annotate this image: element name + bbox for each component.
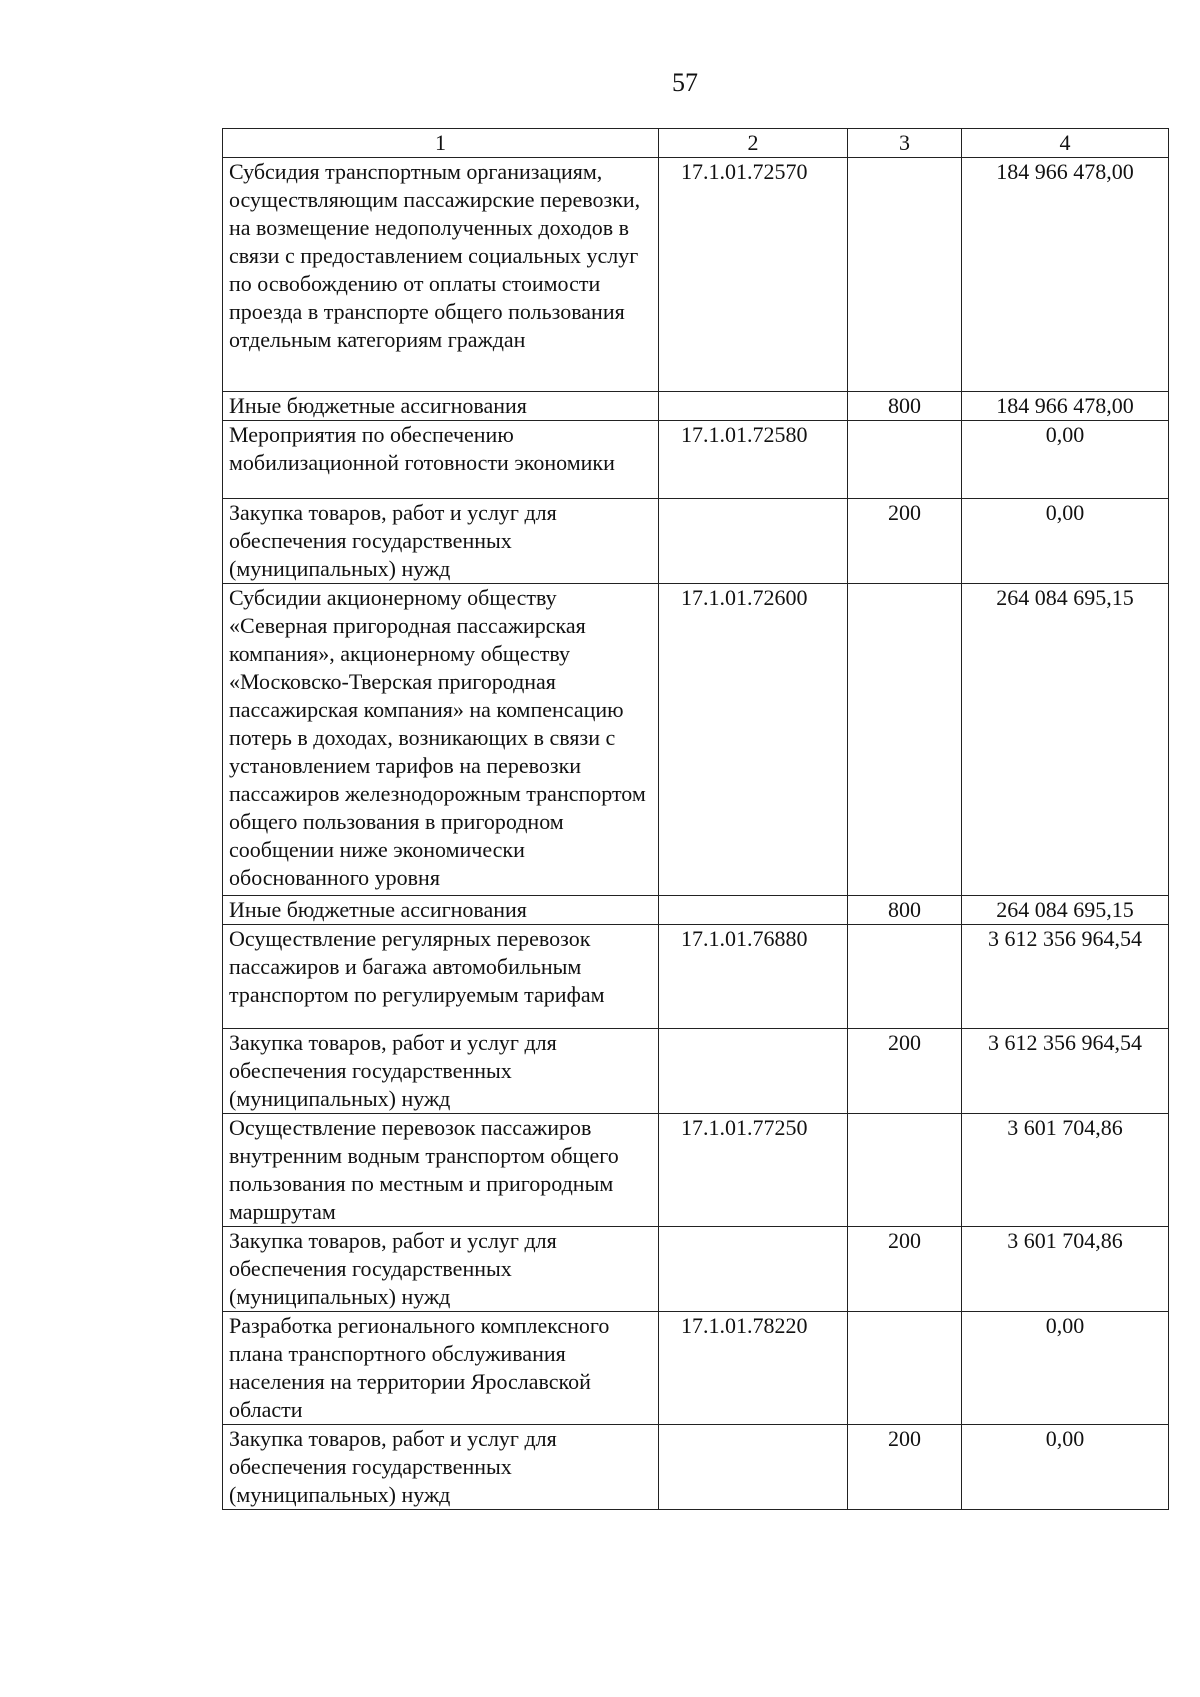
row-code-cell: 17.1.01.72600 [659, 584, 848, 896]
row-expense-type-cell: 800 [848, 392, 962, 421]
row-expense-type-cell [848, 421, 962, 499]
row-name-cell: Мероприятия по обеспечению мобилизационной готовности экономики [223, 421, 659, 499]
column-header-1: 1 [223, 129, 659, 158]
table-row [223, 1114, 1169, 1227]
row-name-cell: Закупка товаров, работ и услуг для обеспечения государственных (муниципальных) нужд [223, 1029, 659, 1114]
row-name-cell: Разработка регионального комплексного плана транспортного обслуживания населения на территории Ярославской области [223, 1312, 659, 1425]
row-amount-cell: 184 966 478,00 [962, 158, 1169, 392]
row-amount-cell: 3 612 356 964,54 [962, 1029, 1169, 1114]
table-row [223, 1227, 1169, 1312]
row-amount-cell: 0,00 [962, 421, 1169, 499]
table-row [223, 392, 1169, 421]
row-code-cell [659, 1227, 848, 1312]
row-amount-cell: 0,00 [962, 1312, 1169, 1425]
row-code-cell: 17.1.01.72570 [659, 158, 848, 392]
row-expense-type-cell [848, 584, 962, 896]
row-expense-type-cell: 200 [848, 499, 962, 584]
table-row [223, 1425, 1169, 1510]
row-expense-type-cell: 200 [848, 1029, 962, 1114]
table-row [223, 896, 1169, 925]
row-code-cell: 17.1.01.72580 [659, 421, 848, 499]
row-name-cell: Субсидия транспортным организациям, осуществляющим пассажирские перевозки, на возмещение недополученных доходов в связи с предоставлением социальных услуг по освобождению от оплаты стоимости проезда в транспорте общего пользования отдельным категориям граждан [223, 158, 659, 392]
row-code-cell [659, 499, 848, 584]
row-name-cell: Закупка товаров, работ и услуг для обеспечения государственных (муниципальных) нужд [223, 499, 659, 584]
row-code-cell: 17.1.01.77250 [659, 1114, 848, 1227]
row-expense-type-cell [848, 1312, 962, 1425]
table-header [223, 129, 1169, 158]
column-header-3: 3 [848, 129, 962, 158]
row-amount-cell: 264 084 695,15 [962, 896, 1169, 925]
table-row [223, 499, 1169, 584]
row-expense-type-cell [848, 1114, 962, 1227]
row-amount-cell: 184 966 478,00 [962, 392, 1169, 421]
row-name-cell: Осуществление перевозок пассажиров внутренним водным транспортом общего пользования по местным и пригородным маршрутам [223, 1114, 659, 1227]
column-header-2: 2 [659, 129, 848, 158]
page-number: 57 [672, 68, 698, 97]
column-header-4: 4 [962, 129, 1169, 158]
row-code-cell [659, 392, 848, 421]
row-code-cell: 17.1.01.78220 [659, 1312, 848, 1425]
table-row [223, 1029, 1169, 1114]
table-row [223, 158, 1169, 392]
row-amount-cell: 3 601 704,86 [962, 1114, 1169, 1227]
row-name-cell: Осуществление регулярных перевозок пассажиров и багажа автомобильным транспортом по регулируемым тарифам [223, 925, 659, 1029]
row-expense-type-cell: 800 [848, 896, 962, 925]
row-name-cell: Субсидии акционерному обществу «Северная пригородная пассажирская компания», акционерному обществу «Московско-Тверская пригородная пассажирская компания» на компенсацию потерь в доходах, возникающих в связи с установлением тарифов на перевозки пассажиров железнодорожным транспортом общего пользования в пригородном сообщении ниже экономически обоснованного уровня [223, 584, 659, 896]
row-name-cell: Иные бюджетные ассигнования [223, 392, 659, 421]
row-amount-cell: 0,00 [962, 1425, 1169, 1510]
row-expense-type-cell: 200 [848, 1425, 962, 1510]
table-row [223, 925, 1169, 1029]
row-name-cell: Закупка товаров, работ и услуг для обеспечения государственных (муниципальных) нужд [223, 1227, 659, 1312]
row-amount-cell: 3 601 704,86 [962, 1227, 1169, 1312]
row-amount-cell: 0,00 [962, 499, 1169, 584]
table-row [223, 421, 1169, 499]
budget-table [222, 128, 1169, 1510]
row-code-cell [659, 896, 848, 925]
row-amount-cell: 264 084 695,15 [962, 584, 1169, 896]
row-amount-cell: 3 612 356 964,54 [962, 925, 1169, 1029]
row-code-cell [659, 1029, 848, 1114]
table-row [223, 1312, 1169, 1425]
row-name-cell: Иные бюджетные ассигнования [223, 896, 659, 925]
row-expense-type-cell: 200 [848, 1227, 962, 1312]
row-code-cell: 17.1.01.76880 [659, 925, 848, 1029]
row-code-cell [659, 1425, 848, 1510]
table-body [223, 158, 1169, 1510]
row-name-cell: Закупка товаров, работ и услуг для обеспечения государственных (муниципальных) нужд [223, 1425, 659, 1510]
header-row [223, 129, 1169, 158]
table-row [223, 584, 1169, 896]
row-expense-type-cell [848, 925, 962, 1029]
row-expense-type-cell [848, 158, 962, 392]
